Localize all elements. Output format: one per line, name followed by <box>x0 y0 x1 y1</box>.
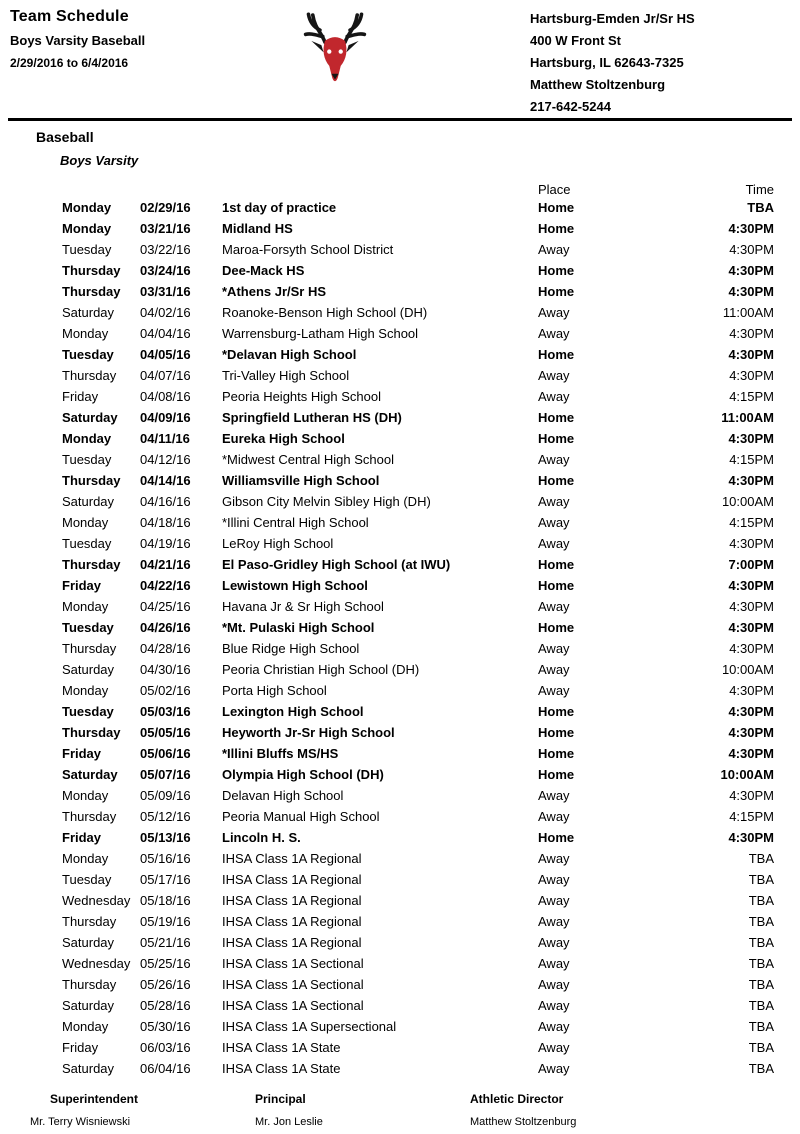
place-cell: Away <box>538 305 570 320</box>
date-cell: 02/29/16 <box>140 200 191 215</box>
event-cell: IHSA Class 1A Sectional <box>222 998 364 1013</box>
day-cell: Monday <box>62 599 109 614</box>
date-cell: 05/18/16 <box>140 893 191 908</box>
footer-name: Matthew Stoltzenburg <box>470 1116 577 1128</box>
event-cell: Tri-Valley High School <box>222 368 350 383</box>
table-row <box>62 491 774 512</box>
footer-title: Principal <box>255 1092 306 1106</box>
date-cell: 05/30/16 <box>140 1019 191 1034</box>
place-cell: Away <box>538 536 570 551</box>
day-cell: Thursday <box>62 725 121 740</box>
school-address-line1: 400 W Front St <box>530 33 622 48</box>
event-cell: IHSA Class 1A Regional <box>222 851 362 866</box>
table-row <box>62 218 774 239</box>
date-cell: 03/21/16 <box>140 221 191 236</box>
place-cell: Away <box>538 977 570 992</box>
event-cell: *Midwest Central High School <box>222 452 394 467</box>
date-cell: 04/02/16 <box>140 305 191 320</box>
event-cell: Dee-Mack HS <box>222 263 305 278</box>
school-name: Hartsburg-Emden Jr/Sr HS <box>530 11 695 26</box>
place-cell: Home <box>538 704 575 719</box>
time-cell: 4:30PM <box>729 242 774 257</box>
event-cell: IHSA Class 1A State <box>222 1040 341 1055</box>
day-cell: Thursday <box>62 557 121 572</box>
event-cell: Maroa-Forsyth School District <box>222 242 394 257</box>
time-cell: 4:30PM <box>728 725 774 740</box>
place-cell: Away <box>538 914 570 929</box>
day-cell: Thursday <box>62 368 117 383</box>
day-cell: Saturday <box>62 998 115 1013</box>
day-cell: Thursday <box>62 914 117 929</box>
table-row <box>62 302 774 323</box>
event-cell: Gibson City Melvin Sibley High (DH) <box>222 494 431 509</box>
table-row <box>62 407 774 428</box>
day-cell: Thursday <box>62 977 117 992</box>
event-cell: El Paso-Gridley High School (at IWU) <box>222 557 451 572</box>
day-cell: Tuesday <box>62 242 112 257</box>
time-cell: 4:30PM <box>729 326 774 341</box>
day-cell: Monday <box>62 221 112 236</box>
place-cell: Home <box>538 557 575 572</box>
time-cell: TBA <box>748 914 774 929</box>
table-row <box>62 323 774 344</box>
footer-superintendent <box>30 1092 138 1128</box>
place-cell: Home <box>538 284 575 299</box>
date-cell: 06/04/16 <box>140 1061 191 1076</box>
date-cell: 05/16/16 <box>140 851 191 866</box>
event-cell: Heyworth Jr-Sr High School <box>222 725 395 740</box>
date-cell: 05/26/16 <box>140 977 191 992</box>
place-cell: Home <box>538 725 575 740</box>
place-cell: Home <box>538 767 575 782</box>
event-cell: Lewistown High School <box>222 578 368 593</box>
event-cell: Williamsville High School <box>222 473 380 488</box>
time-cell: TBA <box>748 998 774 1013</box>
table-row <box>62 806 774 827</box>
place-cell: Away <box>538 599 570 614</box>
time-cell: 4:30PM <box>729 368 774 383</box>
event-cell: IHSA Class 1A Regional <box>222 935 362 950</box>
time-cell: TBA <box>748 1019 774 1034</box>
school-logo <box>292 2 378 94</box>
event-cell: Midland HS <box>222 221 293 236</box>
day-cell: Monday <box>62 1019 109 1034</box>
day-cell: Monday <box>62 683 109 698</box>
place-cell: Away <box>538 893 570 908</box>
sport-heading: Baseball <box>36 129 94 145</box>
stag-mascot-icon <box>292 2 378 94</box>
table-row <box>62 239 774 260</box>
event-cell: IHSA Class 1A Regional <box>222 872 362 887</box>
place-cell: Away <box>538 872 570 887</box>
day-cell: Saturday <box>62 662 115 677</box>
table-row <box>62 470 774 491</box>
table-row <box>62 785 774 806</box>
date-cell: 04/28/16 <box>140 641 191 656</box>
place-cell: Away <box>538 788 570 803</box>
date-cell: 04/05/16 <box>140 347 191 362</box>
place-cell: Away <box>538 389 570 404</box>
section-headings <box>0 129 800 168</box>
day-cell: Tuesday <box>62 620 114 635</box>
time-cell: 4:15PM <box>729 389 774 404</box>
day-cell: Saturday <box>62 1061 115 1076</box>
schedule-table <box>62 182 774 1079</box>
table-row <box>62 680 774 701</box>
time-cell: 4:30PM <box>728 221 774 236</box>
event-cell: Delavan High School <box>222 788 344 803</box>
day-cell: Friday <box>62 830 102 845</box>
date-cell: 05/25/16 <box>140 956 191 971</box>
event-cell: *Illini Bluffs MS/HS <box>222 746 339 761</box>
place-cell: Home <box>538 410 575 425</box>
footer-name: Mr. Terry Wisniewski <box>30 1116 131 1128</box>
time-cell: TBA <box>748 977 774 992</box>
place-cell: Home <box>538 221 575 236</box>
table-row <box>62 638 774 659</box>
time-cell: 4:30PM <box>728 746 774 761</box>
table-row <box>62 953 774 974</box>
table-row <box>62 575 774 596</box>
event-cell: Peoria Manual High School <box>222 809 380 824</box>
date-cell: 06/03/16 <box>140 1040 191 1055</box>
time-cell: TBA <box>748 1061 774 1076</box>
date-cell: 04/30/16 <box>140 662 191 677</box>
school-contact-name: Matthew Stoltzenburg <box>530 77 666 92</box>
time-cell: TBA <box>748 1040 774 1055</box>
event-cell: Lincoln H. S. <box>222 830 301 845</box>
table-row <box>62 344 774 365</box>
time-cell: 4:30PM <box>729 641 774 656</box>
footer-title: Superintendent <box>50 1092 139 1106</box>
place-cell: Away <box>538 452 570 467</box>
place-cell: Home <box>538 347 575 362</box>
date-cell: 03/22/16 <box>140 242 191 257</box>
time-cell: 4:30PM <box>728 284 774 299</box>
date-cell: 04/09/16 <box>140 410 191 425</box>
date-cell: 05/07/16 <box>140 767 191 782</box>
table-row <box>62 554 774 575</box>
time-cell: 4:15PM <box>729 452 774 467</box>
footer-name: Mr. Jon Leslie <box>255 1116 323 1128</box>
table-row <box>62 932 774 953</box>
event-cell: Warrensburg-Latham High School <box>222 326 419 341</box>
day-cell: Thursday <box>62 473 121 488</box>
table-row <box>62 848 774 869</box>
place-cell: Home <box>538 263 575 278</box>
table-row <box>62 764 774 785</box>
day-cell: Thursday <box>62 284 121 299</box>
table-row <box>62 1058 774 1079</box>
header-divider <box>8 118 792 121</box>
date-cell: 05/17/16 <box>140 872 191 887</box>
date-cell: 04/22/16 <box>140 578 191 593</box>
table-row <box>62 197 774 218</box>
place-cell: Away <box>538 1019 570 1034</box>
time-cell: 4:30PM <box>728 473 774 488</box>
date-cell: 04/08/16 <box>140 389 191 404</box>
time-cell: TBA <box>748 893 774 908</box>
day-cell: Tuesday <box>62 536 112 551</box>
event-cell: IHSA Class 1A Regional <box>222 893 362 908</box>
place-cell: Home <box>538 620 575 635</box>
event-cell: Peoria Heights High School <box>222 389 381 404</box>
date-cell: 05/06/16 <box>140 746 191 761</box>
time-cell: 4:30PM <box>729 536 774 551</box>
time-cell: 10:00AM <box>721 662 774 677</box>
table-row <box>62 911 774 932</box>
table-row <box>62 281 774 302</box>
day-cell: Saturday <box>62 305 115 320</box>
event-cell: IHSA Class 1A Sectional <box>222 977 364 992</box>
event-cell: IHSA Class 1A Sectional <box>222 956 364 971</box>
time-cell: 4:30PM <box>728 347 774 362</box>
date-cell: 04/16/16 <box>140 494 191 509</box>
place-cell: Away <box>538 515 570 530</box>
table-row <box>62 512 774 533</box>
date-cell: 05/21/16 <box>140 935 191 950</box>
place-cell: Away <box>538 935 570 950</box>
place-cell: Away <box>538 683 570 698</box>
date-cell: 03/24/16 <box>140 263 191 278</box>
day-cell: Tuesday <box>62 347 114 362</box>
time-cell: TBA <box>748 872 774 887</box>
event-cell: Havana Jr & Sr High School <box>222 599 384 614</box>
time-cell: 11:00AM <box>721 410 774 425</box>
date-cell: 05/12/16 <box>140 809 191 824</box>
table-row <box>62 659 774 680</box>
event-cell: Peoria Christian High School (DH) <box>222 662 420 677</box>
time-cell: TBA <box>747 200 774 215</box>
school-info <box>530 8 695 118</box>
time-cell: TBA <box>748 935 774 950</box>
footer-title: Athletic Director <box>470 1092 564 1106</box>
place-cell: Away <box>538 368 570 383</box>
place-cell: Away <box>538 809 570 824</box>
event-cell: *Illini Central High School <box>222 515 369 530</box>
time-cell: 11:00AM <box>722 305 774 320</box>
time-cell: 4:30PM <box>728 830 774 845</box>
event-cell: Eureka High School <box>222 431 345 446</box>
place-cell: Away <box>538 326 570 341</box>
place-cell: Home <box>538 578 575 593</box>
place-cell: Away <box>538 641 570 656</box>
day-cell: Thursday <box>62 809 117 824</box>
place-column-header: Place <box>538 182 571 197</box>
event-cell: IHSA Class 1A State <box>222 1061 341 1076</box>
time-cell: 4:15PM <box>729 515 774 530</box>
table-header-row <box>62 182 774 197</box>
time-cell: 4:30PM <box>728 620 774 635</box>
time-cell: 10:00AM <box>720 767 774 782</box>
page-title: Team Schedule <box>10 8 129 25</box>
table-row <box>62 1037 774 1058</box>
date-cell: 05/13/16 <box>140 830 191 845</box>
place-cell: Home <box>538 830 575 845</box>
date-range: 2/29/2016 to 6/4/2016 <box>10 56 129 70</box>
time-cell: TBA <box>748 851 774 866</box>
page-header <box>0 0 800 118</box>
date-cell: 05/19/16 <box>140 914 191 929</box>
place-cell: Away <box>538 242 570 257</box>
date-cell: 04/04/16 <box>140 326 191 341</box>
team-heading: Boys Varsity <box>60 153 139 168</box>
day-cell: Thursday <box>62 641 117 656</box>
date-cell: 04/07/16 <box>140 368 191 383</box>
event-cell: *Athens Jr/Sr HS <box>222 284 327 299</box>
table-row <box>62 596 774 617</box>
date-cell: 05/02/16 <box>140 683 191 698</box>
table-row <box>62 827 774 848</box>
school-phone: 217-642-5244 <box>530 99 611 114</box>
time-cell: 4:30PM <box>728 704 774 719</box>
date-cell: 05/03/16 <box>140 704 191 719</box>
event-cell: Porta High School <box>222 683 327 698</box>
table-row <box>62 701 774 722</box>
day-cell: Wednesday <box>62 956 131 971</box>
date-cell: 05/09/16 <box>140 788 191 803</box>
table-row <box>62 974 774 995</box>
day-cell: Monday <box>62 200 112 215</box>
place-cell: Home <box>538 746 575 761</box>
table-row <box>62 365 774 386</box>
day-cell: Saturday <box>62 410 118 425</box>
event-cell: Springfield Lutheran HS (DH) <box>222 410 402 425</box>
table-row <box>62 890 774 911</box>
time-cell: 4:30PM <box>728 578 774 593</box>
date-cell: 04/18/16 <box>140 515 191 530</box>
school-address-line2: Hartsburg, IL 62643-7325 <box>530 55 684 70</box>
table-row <box>62 722 774 743</box>
footer-principal <box>255 1092 323 1128</box>
event-cell: Blue Ridge High School <box>222 641 360 656</box>
team-subtitle: Boys Varsity Baseball <box>10 33 146 48</box>
date-cell: 04/26/16 <box>140 620 191 635</box>
time-cell: 4:30PM <box>729 788 774 803</box>
date-cell: 04/21/16 <box>140 557 191 572</box>
event-cell: *Delavan High School <box>222 347 357 362</box>
date-cell: 05/28/16 <box>140 998 191 1013</box>
day-cell: Saturday <box>62 767 118 782</box>
date-cell: 03/31/16 <box>140 284 191 299</box>
place-cell: Home <box>538 431 575 446</box>
event-cell: 1st day of practice <box>222 200 337 215</box>
event-cell: Olympia High School (DH) <box>222 767 384 782</box>
time-cell: 4:30PM <box>729 683 774 698</box>
place-cell: Home <box>538 200 575 215</box>
event-cell: IHSA Class 1A Supersectional <box>222 1019 397 1034</box>
day-cell: Monday <box>62 326 109 341</box>
table-row <box>62 260 774 281</box>
day-cell: Tuesday <box>62 452 112 467</box>
header-left-block <box>10 8 145 70</box>
place-cell: Away <box>538 956 570 971</box>
time-cell: TBA <box>748 956 774 971</box>
day-cell: Friday <box>62 1040 99 1055</box>
day-cell: Tuesday <box>62 872 112 887</box>
table-row <box>62 533 774 554</box>
table-body <box>62 197 774 1079</box>
day-cell: Monday <box>62 515 109 530</box>
place-cell: Home <box>538 473 575 488</box>
date-cell: 04/11/16 <box>140 431 190 446</box>
event-cell: *Mt. Pulaski High School <box>222 620 375 635</box>
day-cell: Tuesday <box>62 704 114 719</box>
date-cell: 04/14/16 <box>140 473 191 488</box>
table-row <box>62 449 774 470</box>
table-row <box>62 995 774 1016</box>
time-cell: 4:15PM <box>729 809 774 824</box>
date-cell: 04/25/16 <box>140 599 191 614</box>
event-cell: IHSA Class 1A Regional <box>222 914 362 929</box>
place-cell: Away <box>538 662 570 677</box>
table-row <box>62 617 774 638</box>
table-row <box>62 743 774 764</box>
date-cell: 04/12/16 <box>140 452 191 467</box>
day-cell: Friday <box>62 746 102 761</box>
place-cell: Away <box>538 494 570 509</box>
time-cell: 4:30PM <box>729 599 774 614</box>
date-cell: 05/05/16 <box>140 725 191 740</box>
footer-athletic-director <box>470 1092 576 1128</box>
time-cell: 10:00AM <box>721 494 774 509</box>
day-cell: Monday <box>62 851 109 866</box>
event-cell: Roanoke-Benson High School (DH) <box>222 305 428 320</box>
table-row <box>62 1016 774 1037</box>
day-cell: Thursday <box>62 263 121 278</box>
place-cell: Away <box>538 851 570 866</box>
place-cell: Away <box>538 1040 570 1055</box>
day-cell: Friday <box>62 578 102 593</box>
time-cell: 4:30PM <box>728 263 774 278</box>
day-cell: Wednesday <box>62 893 131 908</box>
time-cell: 7:00PM <box>728 557 774 572</box>
day-cell: Saturday <box>62 935 115 950</box>
table-row <box>62 386 774 407</box>
day-cell: Monday <box>62 788 109 803</box>
day-cell: Monday <box>62 431 112 446</box>
time-column-header: Time <box>745 182 774 197</box>
place-cell: Away <box>538 1061 570 1076</box>
place-cell: Away <box>538 998 570 1013</box>
time-cell: 4:30PM <box>728 431 774 446</box>
day-cell: Saturday <box>62 494 115 509</box>
event-cell: Lexington High School <box>222 704 364 719</box>
date-cell: 04/19/16 <box>140 536 191 551</box>
event-cell: LeRoy High School <box>222 536 334 551</box>
table-row <box>62 869 774 890</box>
table-row <box>62 428 774 449</box>
day-cell: Friday <box>62 389 99 404</box>
